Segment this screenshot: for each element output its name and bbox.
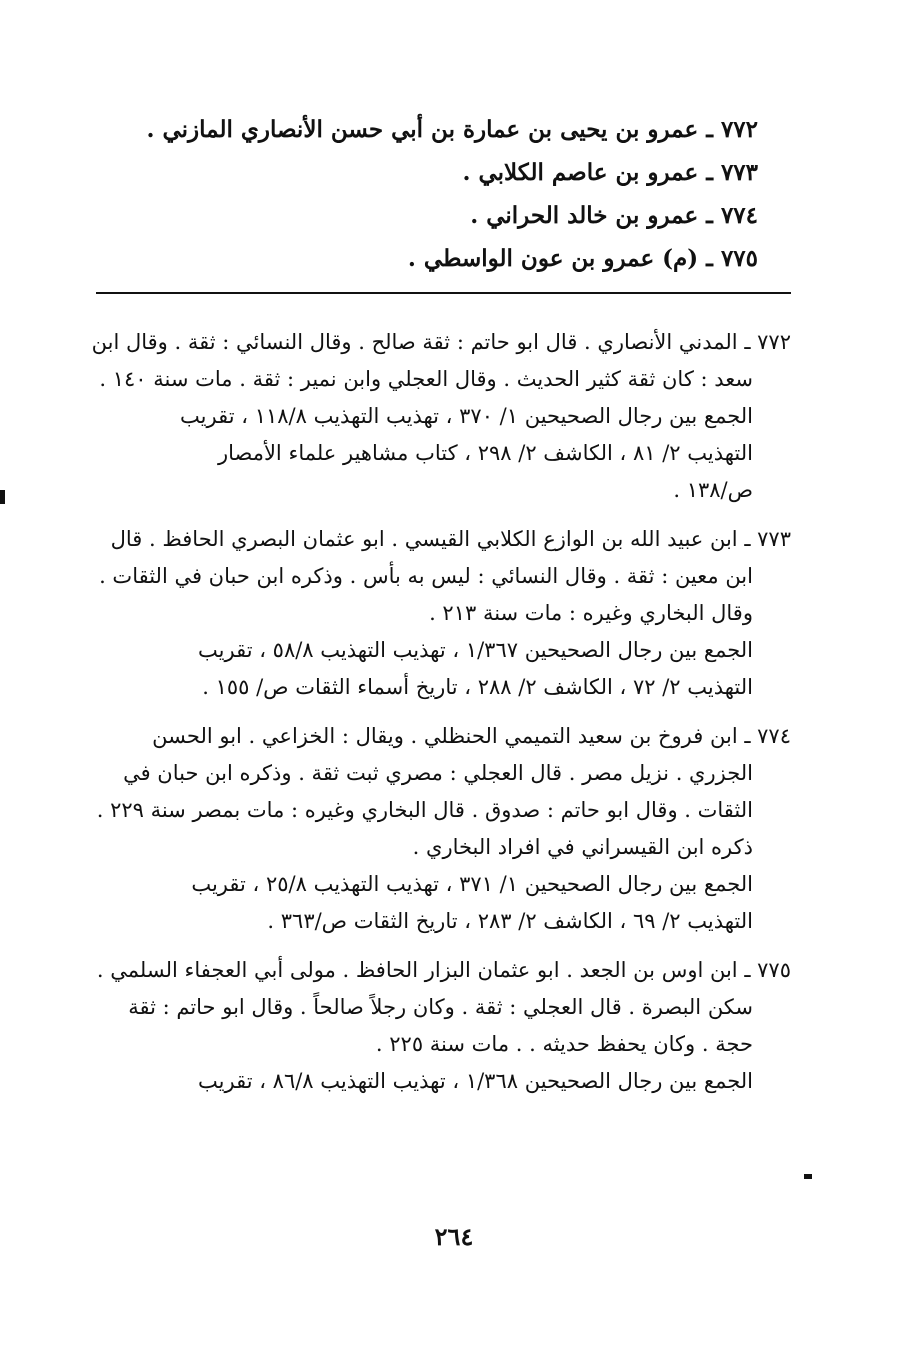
- footnote-line: ذكره ابن القيسراني في افراد البخاري .: [412, 835, 753, 859]
- footnote-line: التهذيب ٢/ ٦٩ ، الكاشف ٢/ ٢٨٣ ، تاريخ الثقات ص/٣٦٣ .: [267, 909, 753, 933]
- footnotes: [91, 324, 791, 1112]
- heading-772: ٧٧٢ ـ عمرو بن يحيى بن عمارة بن أبي حسن الأنصاري المازني .: [146, 116, 758, 143]
- footnote-line: ابن معين : ثقة . وقال النسائي : ليس به بأس . وذكره ابن حبان في الثقات .: [99, 564, 753, 588]
- heading-773: ٧٧٣ ـ عمرو بن عاصم الكلابي .: [462, 159, 758, 186]
- footnote-line: الجمع بين رجال الصحيحين ١/ ٣٧١ ، تهذيب التهذيب ٢٥/٨ ، تقريب: [191, 872, 753, 896]
- page-number: ٢٦٤: [434, 1222, 474, 1251]
- footnote-line: ٧٧٣ ـ ابن عبيد الله بن الوازع الكلابي القيسي . ابو عثمان البصري الحافظ . قال: [110, 527, 791, 551]
- narrator-headings: [98, 108, 758, 280]
- heading-774: ٧٧٤ ـ عمرو بن خالد الحراني .: [470, 202, 758, 229]
- footnote-line: التهذيب ٢/ ٧٢ ، الكاشف ٢/ ٢٨٨ ، تاريخ أسماء الثقات ص/ ١٥٥ .: [202, 675, 753, 699]
- footnote-line: الجزري . نزيل مصر . قال العجلي : مصري ثبت ثقة . وذكره ابن حبان في: [123, 761, 753, 785]
- footnote-line: التهذيب ٢/ ٨١ ، الكاشف ٢/ ٢٩٨ ، كتاب مشاهير علماء الأمصار: [217, 441, 753, 465]
- footnote-775: [96, 952, 791, 1100]
- footnote-line: الجمع بين رجال الصحيحين ١/٣٦٨ ، تهذيب التهذيب ٨٦/٨ ، تقريب: [198, 1069, 753, 1093]
- heading-775: ٧٧٥ ـ (م) عمرو بن عون الواسطي .: [407, 245, 758, 272]
- footnote-772: [91, 324, 791, 509]
- footnote-line: الجمع بين رجال الصحيحين ١/٣٦٧ ، تهذيب التهذيب ٥٨/٨ ، تقريب: [198, 638, 753, 662]
- footnote-line: ٧٧٥ ـ ابن اوس بن الجعد . ابو عثمان البزار الحافظ . مولى أبي العجفاء السلمي .: [96, 958, 791, 982]
- footnote-773: [99, 521, 791, 706]
- footnote-line: الثقات . وقال ابو حاتم : صدوق . قال البخاري وغيره : مات بمصر سنة ٢٢٩ .: [96, 798, 753, 822]
- footnote-line: ٧٧٢ ـ المدني الأنصاري . قال ابو حاتم : ثقة صالح . وقال النسائي : ثقة . وقال ابن: [91, 330, 791, 354]
- footnote-line: ص/١٣٨ .: [673, 478, 753, 502]
- footnote-line: الجمع بين رجال الصحيحين ١/ ٣٧٠ ، تهذيب التهذيب ١١٨/٨ ، تقريب: [180, 404, 753, 428]
- footnote-divider: [96, 292, 791, 294]
- footnote-774: [96, 718, 791, 940]
- scan-mark: [0, 490, 5, 504]
- footnote-line: حجة . وكان يحفظ حديثه . . مات سنة ٢٢٥ .: [375, 1032, 753, 1056]
- continuation-mark: [804, 1174, 812, 1179]
- footnote-line: سعد : كان ثقة كثير الحديث . وقال العجلي وابن نمير : ثقة . مات سنة ١٤٠ .: [99, 367, 753, 391]
- footnote-line: ٧٧٤ ـ ابن فروخ بن سعيد التميمي الحنظلي . ويقال : الخزاعي . ابو الحسن: [152, 724, 791, 748]
- footnote-line: وقال البخاري وغيره : مات سنة ٢١٣ .: [429, 601, 753, 625]
- footnote-line: سكن البصرة . قال العجلي : ثقة . وكان رجلاً صالحاً . وقال ابو حاتم : ثقة: [128, 995, 753, 1019]
